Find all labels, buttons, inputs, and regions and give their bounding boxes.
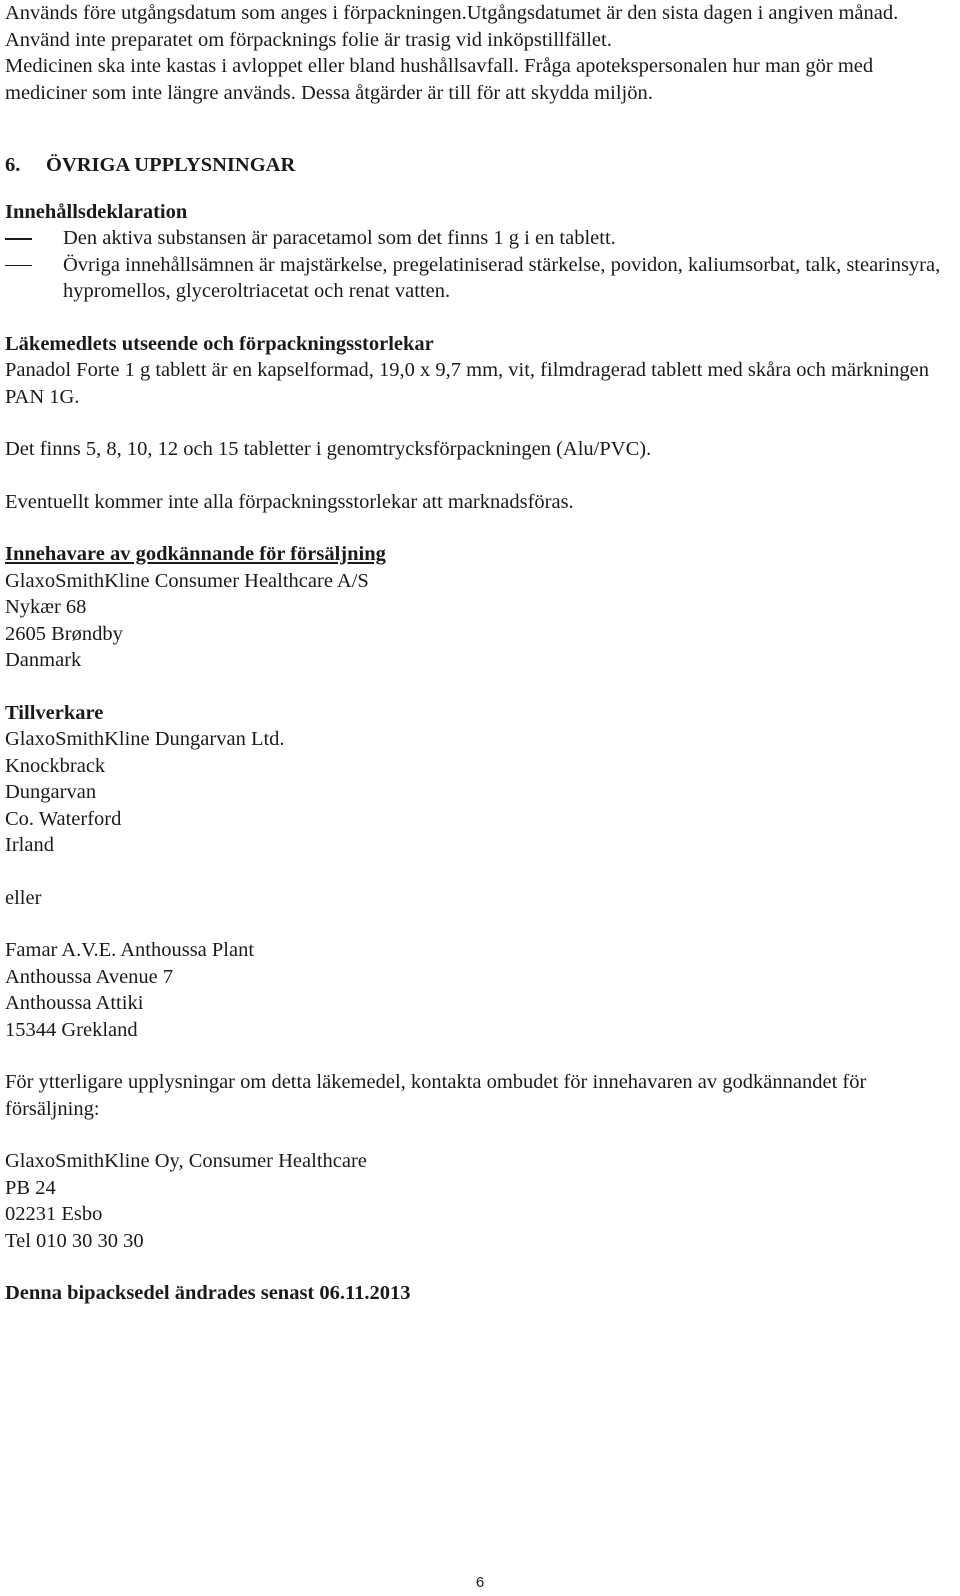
storage-foil-text: Använd inte preparatet om förpacknings folie är trasig vid inköpstillfället. bbox=[5, 28, 612, 51]
spacer bbox=[5, 1254, 955, 1280]
manufacturer-alt-line: Anthoussa Avenue 7 bbox=[5, 965, 174, 988]
marketing-note-text: Eventuellt kommer inte alla förpackningsstorlekar att marknadsföras. bbox=[5, 490, 574, 513]
contact-line: Tel 010 30 30 30 bbox=[5, 1229, 144, 1252]
manufacturer-alt-line: Anthoussa Attiki bbox=[5, 992, 144, 1014]
contents-item-excipients bbox=[5, 252, 955, 305]
holder-line: Danmark bbox=[5, 649, 82, 671]
page-number: 6 bbox=[475, 1574, 485, 1591]
spacer bbox=[5, 859, 955, 885]
manufacturer-line: Dungarvan bbox=[5, 781, 97, 803]
spacer bbox=[5, 1122, 955, 1148]
holder-line: Nykær 68 bbox=[5, 596, 87, 618]
manufacturer-or-label: eller bbox=[5, 886, 42, 909]
manufacturer-alt-line: 15344 Grekland bbox=[5, 1018, 138, 1041]
storage-disposal-text: Medicinen ska inte kastas i avloppet eller bland hushållsavfall. Fråga apotekspersonalen hur man gör med mediciner som inte längre används. Dessa åtgärder är till för att skydda miljön. bbox=[5, 55, 874, 104]
document-body bbox=[5, 0, 955, 1307]
spacer bbox=[5, 1043, 955, 1069]
contact-intro-text: För ytterligare upplysningar om detta läkemedel, kontakta ombudet för innehavaren av godkännandet för försäljning: bbox=[5, 1071, 867, 1120]
appearance-heading: Läkemedlets utseende och förpackningsstorlekar bbox=[5, 332, 434, 355]
manufacturer-line: Knockbrack bbox=[5, 754, 106, 777]
spacer bbox=[5, 410, 955, 436]
contact-line: GlaxoSmithKline Oy, Consumer Healthcare bbox=[5, 1150, 367, 1172]
contents-item-text: Den aktiva substansen är paracetamol som det finns 1 g i en tablett. bbox=[63, 227, 616, 249]
revision-date-text: Denna bipacksedel ändrades senast 06.11.2013 bbox=[5, 1282, 411, 1304]
storage-expiry-text: Används före utgångsdatum som anges i förpackningen.Utgångsdatumet är den sista dagen i angiven månad. bbox=[5, 2, 899, 24]
manufacturer-line: GlaxoSmithKline Dungarvan Ltd. bbox=[5, 728, 285, 750]
contents-item-active bbox=[5, 225, 955, 252]
spacer bbox=[5, 179, 955, 199]
dash-bullet-icon bbox=[5, 265, 32, 267]
contents-heading: Innehållsdeklaration bbox=[5, 200, 188, 223]
holder-heading: Innehavare av godkännande för försäljning bbox=[5, 543, 386, 565]
holder-line: GlaxoSmithKline Consumer Healthcare A/S bbox=[5, 569, 369, 592]
contact-line: 02231 Esbo bbox=[5, 1203, 103, 1225]
contact-line: PB 24 bbox=[5, 1176, 56, 1199]
manufacturer-line: Irland bbox=[5, 834, 54, 856]
spacer bbox=[5, 515, 955, 541]
dash-bullet-icon bbox=[5, 238, 32, 240]
contents-item-text: Övriga innehållsämnen är majstärkelse, pregelatiniserad stärkelse, povidon, kaliumsorbat, talk, stearinsyra, hypromellos, glyceroltriacetat och renat vatten. bbox=[63, 253, 941, 302]
spacer bbox=[5, 463, 955, 489]
spacer bbox=[5, 674, 955, 700]
pack-sizes-text: Det finns 5, 8, 10, 12 och 15 tabletter i genomtrycksförpackningen (Alu/PVC). bbox=[5, 438, 652, 460]
manufacturer-alt-line: Famar A.V.E. Anthoussa Plant bbox=[5, 939, 255, 961]
section-6-heading: 6. ÖVRIGA UPPLYSNINGAR bbox=[5, 154, 296, 176]
spacer bbox=[5, 911, 955, 937]
appearance-description: Panadol Forte 1 g tablett är en kapselformad, 19,0 x 9,7 mm, vit, filmdragerad tablett med skåra och märkningen PAN 1G. bbox=[5, 359, 929, 408]
holder-line: 2605 Brøndby bbox=[5, 622, 123, 645]
spacer bbox=[5, 305, 955, 331]
manufacturer-heading: Tillverkare bbox=[5, 701, 104, 724]
manufacturer-line: Co. Waterford bbox=[5, 807, 122, 830]
